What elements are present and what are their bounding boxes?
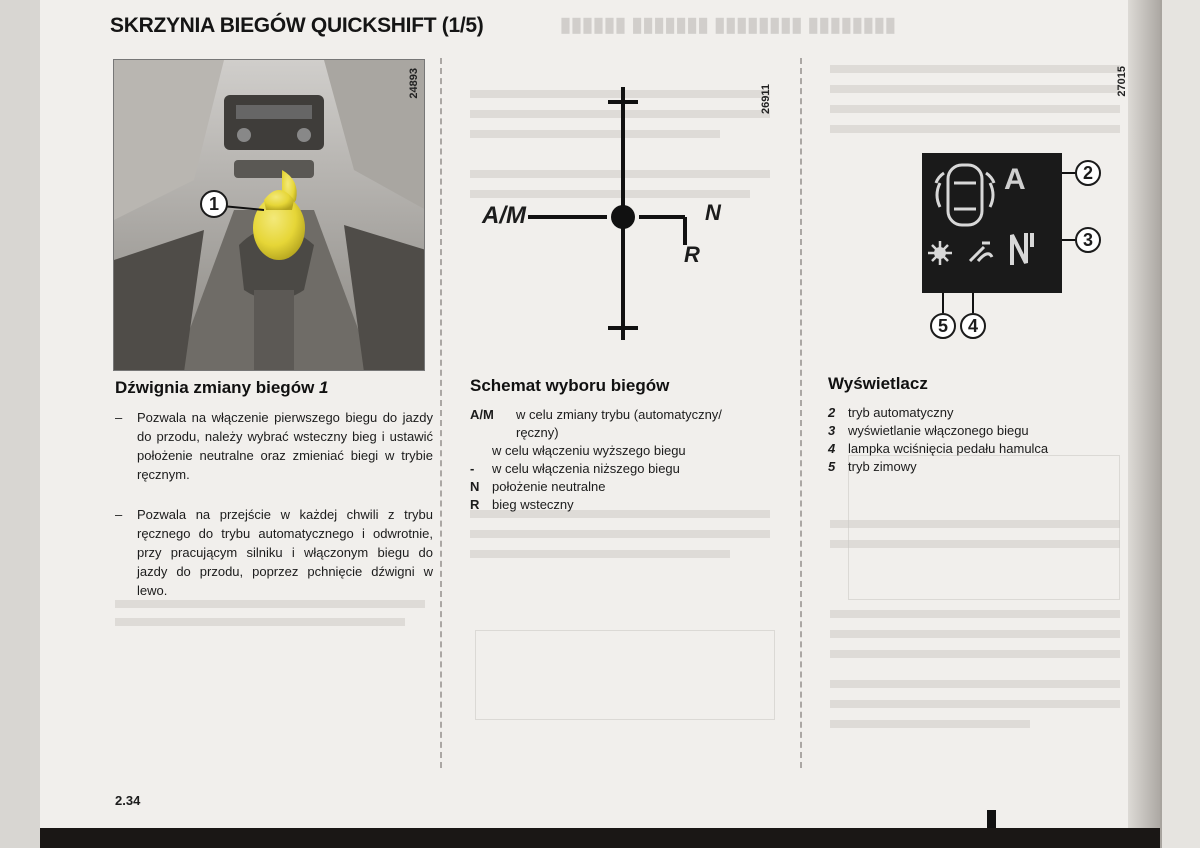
label-n: N <box>705 200 721 225</box>
legend-key: 3 <box>828 423 836 438</box>
bleed-line <box>470 530 770 538</box>
legend-key: R <box>470 497 480 512</box>
gear-lever-item-2 <box>115 505 433 600</box>
gearbox-display-panel <box>922 153 1062 293</box>
winter-mode-icon <box>928 241 952 265</box>
display-legend-3 <box>828 422 1029 440</box>
bleed-line <box>115 618 405 626</box>
legend-key: 2 <box>828 405 836 420</box>
legend-key: 4 <box>828 441 836 456</box>
bleed-line <box>830 720 1030 728</box>
bleed-warning-box <box>475 630 775 720</box>
legend-text: tryb automatyczny <box>848 405 954 420</box>
heading-text: Dźwignia zmiany biegów <box>115 378 320 397</box>
leader-line-5 <box>942 293 944 313</box>
gear-lever-photo <box>113 59 425 371</box>
callout-5: 5 <box>930 313 956 339</box>
shift-legend-r <box>470 496 574 514</box>
shift-legend-minus <box>470 460 680 478</box>
bleed-warning-box <box>848 455 1120 600</box>
item-text: Pozwala na włączenie pierwszego biegu do jazdy do przodu, należy wybrać wsteczny bieg i ustawić położenie neutralne oraz zmieniać biegi w trybie ręcznym. <box>137 410 433 482</box>
section-heading-shift-pattern: Schemat wyboru biegów <box>470 376 670 395</box>
bleed-through-title: ▮▮▮▮▮▮▮▮ ▮▮▮▮▮▮▮▮ ▮▮▮▮▮▮▮ ▮▮▮▮▮▮ <box>560 14 896 36</box>
list-dash: – <box>115 410 123 425</box>
page-bottom-edge <box>40 828 1160 848</box>
legend-key: - <box>470 461 475 476</box>
bleed-line <box>830 650 1120 658</box>
display-letter-a: A <box>1004 163 1026 196</box>
bleed-line <box>830 630 1120 638</box>
display-legend-5 <box>828 458 917 476</box>
bleed-line <box>830 85 1120 93</box>
list-dash: – <box>115 507 123 522</box>
bleed-line <box>830 610 1120 618</box>
legend-text: w celu włączeniu wyższego biegu <box>492 443 686 458</box>
legend-text: bieg wsteczny <box>492 497 574 512</box>
page-title: SKRZYNIA BIEGÓW QUICKSHIFT (1/5) <box>110 14 484 37</box>
bleed-line <box>830 680 1120 688</box>
page-edge-mark <box>987 810 996 828</box>
shift-pattern-diagram <box>470 70 790 360</box>
display-legend-2 <box>828 404 954 422</box>
leader-line-4 <box>972 293 974 313</box>
item-text: Pozwala na przejście w każdej chwili z trybu ręcznego do trybu automatycznego i odwrotnie, przy pracującym silniku i włączonym biegu do jazdy do przodu, poprzez pchnięcie dźwigni w lewo. <box>137 507 433 598</box>
page-number: 2.34 <box>115 793 141 808</box>
photo-code: 24893 <box>408 68 420 99</box>
legend-text: tryb zimowy <box>848 459 917 474</box>
legend-key: + <box>470 443 478 458</box>
gear-indicator-n-icon <box>1012 233 1032 265</box>
page-gutter-right <box>1160 0 1200 848</box>
callout-2: 2 <box>1075 160 1101 186</box>
label-am: A/M <box>482 202 526 229</box>
legend-text: położenie neutralne <box>492 479 606 494</box>
section-heading-gear-lever <box>115 378 329 398</box>
legend-text: wyświetlanie włączonego biegu <box>848 423 1029 438</box>
legend-text: w celu włączenia niższego biegu <box>492 461 680 476</box>
car-interior-illustration <box>114 60 425 371</box>
legend-text: w celu zmiany trybu (automatyczny/ <box>516 407 722 422</box>
shift-legend-plus <box>470 442 686 460</box>
bleed-line <box>830 125 1120 133</box>
shift-legend-am-cont: ręczny) <box>516 425 559 440</box>
column-divider <box>800 58 802 768</box>
page-gutter-left <box>0 0 40 848</box>
diagram-code: 26911 <box>760 84 772 114</box>
callout-3: 3 <box>1075 227 1101 253</box>
label-r: R <box>684 242 700 267</box>
display-code: 27015 <box>1116 66 1128 97</box>
right-page-bleed <box>1128 0 1162 848</box>
legend-key: A/M <box>470 407 494 422</box>
legend-key: N <box>470 479 480 494</box>
shift-legend-n <box>470 478 605 496</box>
leader-line-3 <box>1062 239 1076 241</box>
section-heading-display: Wyświetlacz <box>828 374 928 393</box>
callout-4: 4 <box>960 313 986 339</box>
brake-pedal-icon <box>970 243 992 261</box>
leader-line-2 <box>1062 172 1076 174</box>
column-divider <box>440 58 442 768</box>
legend-key: 5 <box>828 459 836 474</box>
bleed-line <box>830 65 1120 73</box>
gear-lever-item-1 <box>115 408 433 484</box>
bleed-line <box>115 600 425 608</box>
legend-text: lampka wciśnięcia pedału hamulca <box>848 441 1049 456</box>
display-icons <box>922 153 1062 293</box>
shift-legend-am <box>470 406 722 424</box>
bleed-line <box>830 105 1120 113</box>
callout-1: 1 <box>200 190 228 218</box>
bleed-line <box>830 700 1120 708</box>
display-legend-4 <box>828 440 1048 458</box>
heading-callout-num: 1 <box>319 378 329 397</box>
auto-mode-icon <box>936 165 994 225</box>
bleed-line <box>470 550 730 558</box>
